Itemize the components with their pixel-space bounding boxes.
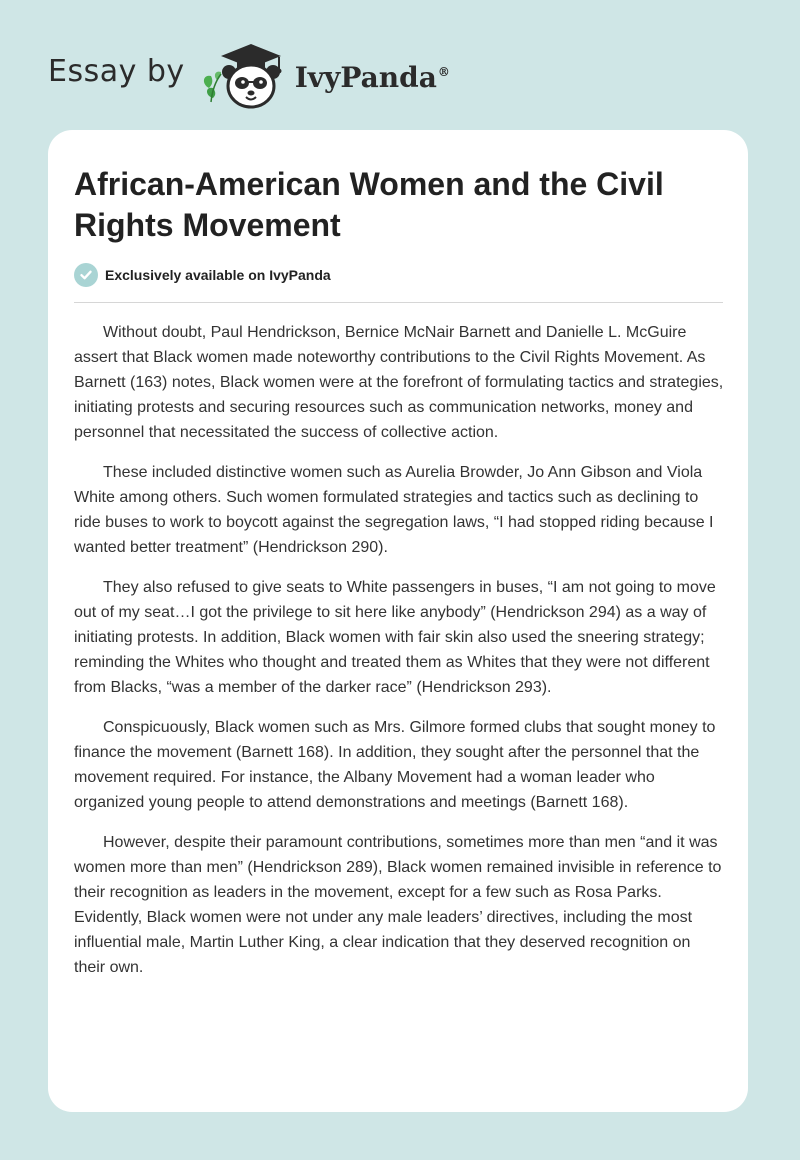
essay-body xyxy=(74,320,724,995)
badge-text: Exclusively available on IvyPanda xyxy=(105,267,331,283)
panda-graduate-icon xyxy=(199,36,291,112)
brand-name: IvyPanda® xyxy=(294,60,450,94)
brand-prefix: Essay by xyxy=(48,53,185,89)
essay-paragraph: These included distinctive women such as Aurelia Browder, Jo Ann Gibson and Viola White among others. Such women formulated strategies and tactics such as declining to ride buses to work to boycott against the segregation laws, “I had stopped riding because I wanted better treatment” (Hendrickson 290). xyxy=(74,464,714,556)
essay-paragraph: Conspicuously, Black women such as Mrs. Gilmore formed clubs that sought money to finance the movement (Barnett 168). In addition, they sought after the personnel that the movement required. For instance, the Albany Movement had a woman leader who organized young people to attend demonstrations and meetings (Barnett 168). xyxy=(74,719,716,811)
brand-header[interactable] xyxy=(48,36,450,112)
essay-paragraph: However, despite their paramount contributions, sometimes more than men “and it was women more than men” (Hendrickson 289), Black women remained invisible in reference to their recognition as leaders in the movement, except for a few such as Rosa Parks. Evidently, Black women were not under any male leaders’ directives, including the most influential male, Martin Luther King, a clear indication that they deserved recognition on their own. xyxy=(74,834,722,976)
divider xyxy=(74,302,723,303)
essay-title: African-American Women and the Civil Rights Movement xyxy=(74,166,664,243)
check-circle-icon xyxy=(74,263,98,287)
essay-paragraph: Without doubt, Paul Hendrickson, Bernice McNair Barnett and Danielle L. McGuire assert that Black women made noteworthy contributions to the Civil Rights Movement. As Barnett (163) notes, Black women were at the forefront of formulating tactics and strategies, initiating protests and securing resources such as communication networks, money and personnel that necessitated the success of collective action. xyxy=(74,324,724,441)
essay-card xyxy=(48,130,748,1112)
essay-paragraph: They also refused to give seats to White passengers in buses, “I am not going to move out of my seat…I got the privilege to sit here like anybody” (Hendrickson 294) as a way of initiating protests. In addition, Black women with fair skin also used the sneering strategy; reminding the Whites who thought and treated them as Whites that they were not different from Blacks, “was a member of the darker race” (Hendrickson 293). xyxy=(74,579,716,696)
exclusive-badge xyxy=(74,263,331,287)
registered-mark: ® xyxy=(437,65,450,80)
